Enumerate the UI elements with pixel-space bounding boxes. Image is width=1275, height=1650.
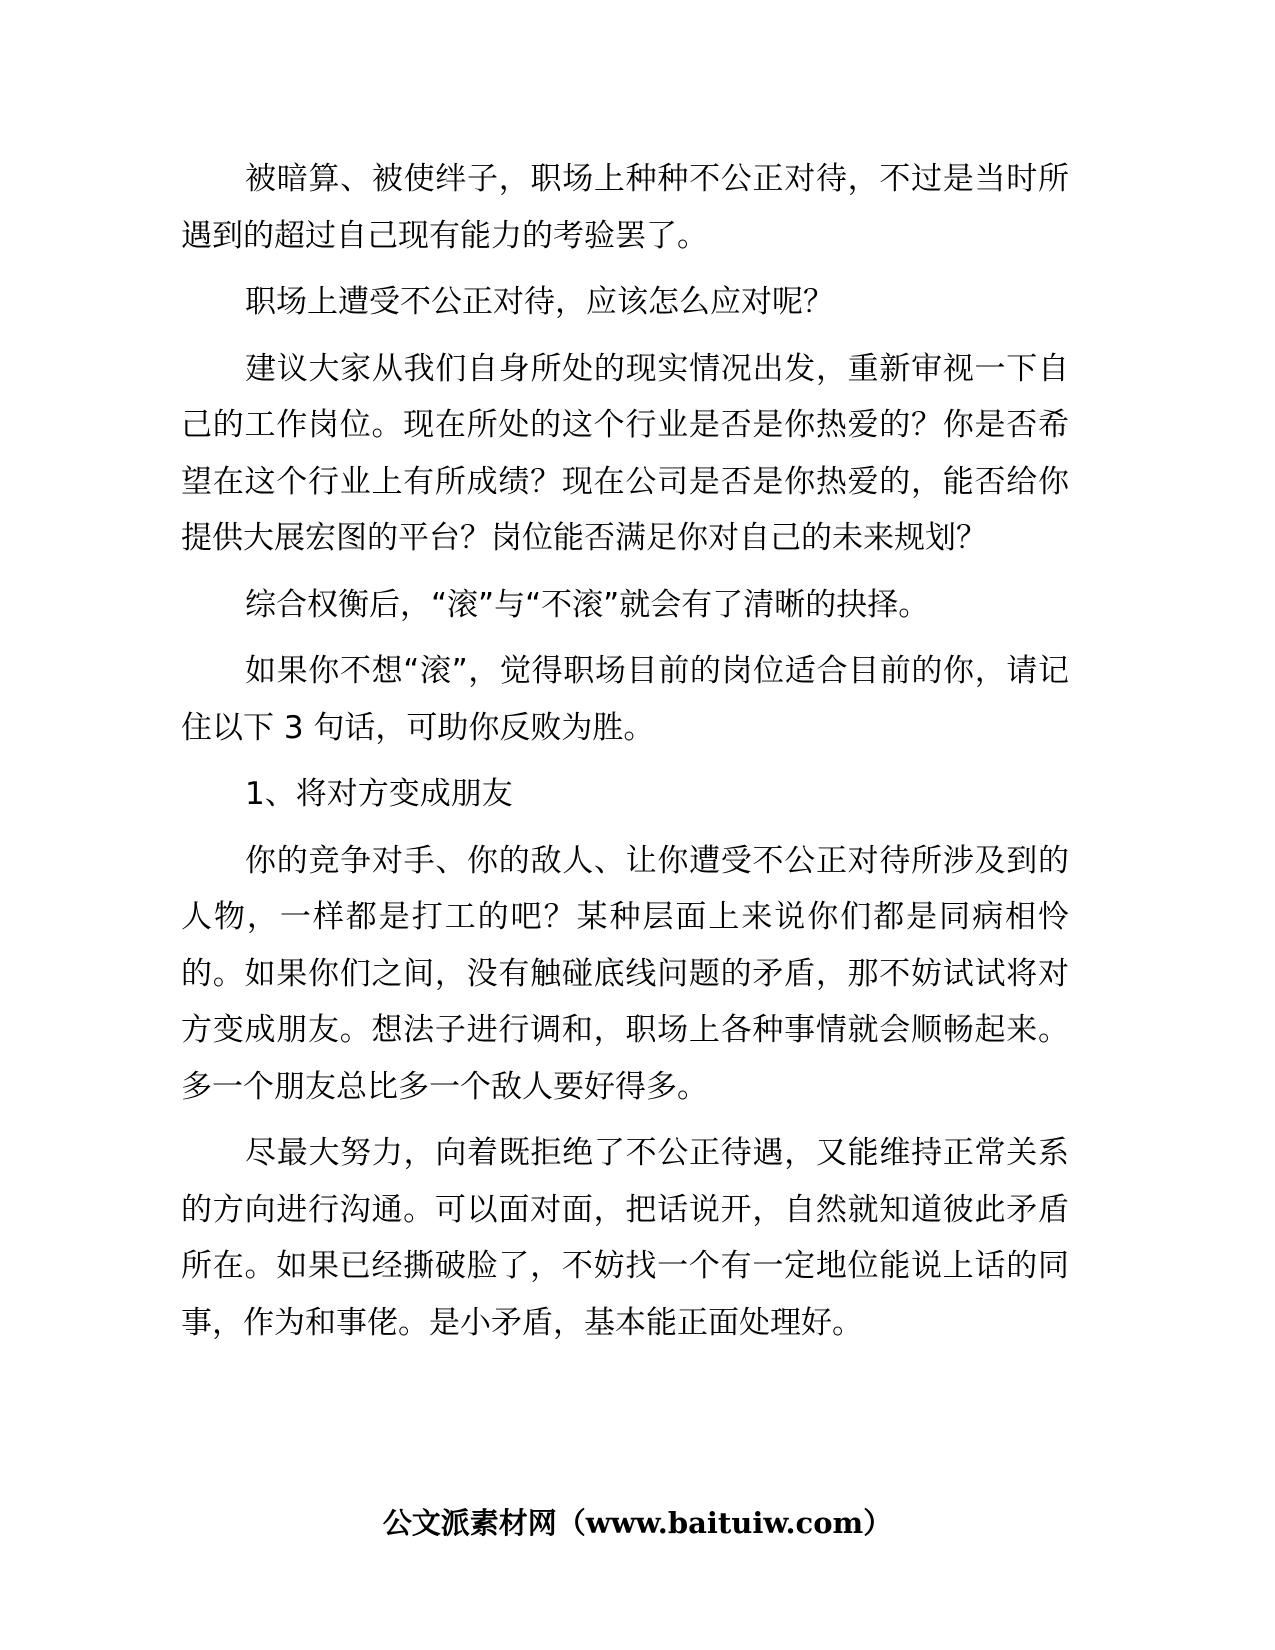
paragraph-question: 职场上遭受不公正对待，应该怎么应对呢？ (245, 284, 834, 320)
page-footer-source: 公文派素材网（www.baituiw.com） (382, 1506, 893, 1540)
paragraph-three-sentences: 如果你不想“滚”，觉得职场目前的岗位适合目前的你，请记住以下 3 句话，可助你反败为胜。 (181, 653, 1069, 746)
paragraph-intro: 被暗算、被使绊子，职场上种种不公正对待，不过是当时所遇到的超过自己现有能力的考验罢了。 (181, 161, 1069, 254)
document-body (181, 151, 1069, 1361)
paragraph-suggestion: 建议大家从我们自身所处的现实情况出发，重新审视一下自己的工作岗位。现在所处的这个行业是否是你热爱的？你是否希望在这个行业上有所成绩？现在公司是否是你热爱的，能否给你提供大展宏图的平台？岗位能否满足你对自己的未来规划？ (181, 350, 1069, 556)
section-heading-1: 1、将对方变成朋友 (245, 776, 513, 812)
paragraph-communication: 尽最大努力，向着既拒绝了不公正待遇，又能维持正常关系的方向进行沟通。可以面对面，把话说开，自然就知道彼此矛盾所在。如果已经撕破脸了，不妨找一个有一定地位能说上话的同事，作为和事佬。是小矛盾，基本能正面处理好。 (181, 1135, 1069, 1341)
paragraph-choice: 综合权衡后，“滚”与“不滚”就会有了清晰的抉择。 (245, 586, 930, 623)
paragraph-friends: 你的竞争对手、你的敌人、让你遭受不公正对待所涉及到的人物，一样都是打工的吧？某种层面上来说你们都是同病相怜的。如果你们之间，没有触碰底线问题的矛盾，那不妨试试将对方变成朋友。想法子进行调和，职场上各种事情就会顺畅起来。多一个朋友总比多一个敌人要好得多。 (181, 842, 1069, 1105)
